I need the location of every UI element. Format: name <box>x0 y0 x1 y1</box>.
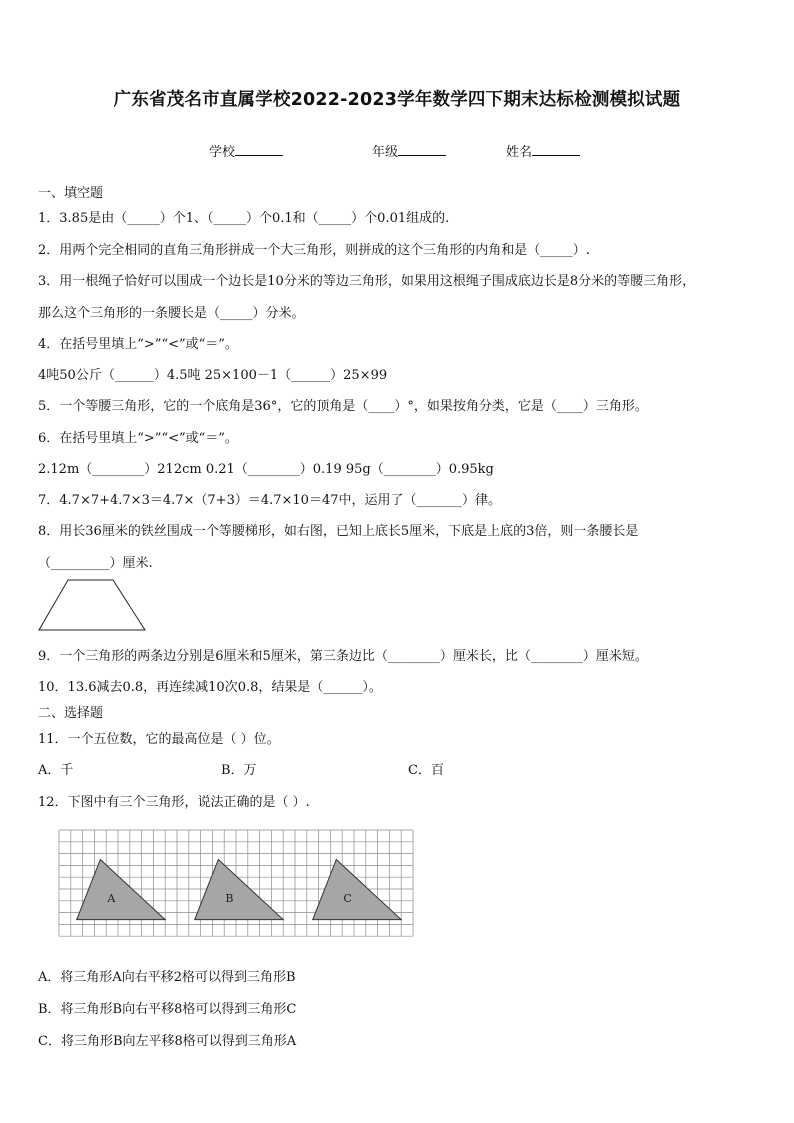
triangle-b <box>195 860 284 920</box>
question-4-line-2: 4吨50公斤（______）4.5吨 25×100－1（______）25×99 <box>38 368 388 383</box>
question-5: 5．一个等腰三角形，它的一个底角是36°，它的顶角是（____）°，如果按角分类，它是（____）三角形。 <box>38 399 648 414</box>
grade-field <box>372 141 446 160</box>
question-2: 2．用两个完全相同的直角三角形拼成一个大三角形，则拼成的这个三角形的内角和是（_____）. <box>38 243 590 258</box>
triangle-c <box>313 860 402 920</box>
page-title: 广东省茂名市直属学校2022-2023学年数学四下期末达标检测模拟试题 <box>113 90 681 110</box>
section-choice-heading: 二、选择题 <box>38 706 104 721</box>
trapezoid-shape <box>39 580 145 630</box>
question-12-option-a[interactable]: A．将三角形A向右平移2格可以得到三角形B <box>38 970 296 985</box>
question-7: 7．4.7×7+4.7×3＝4.7×（7+3）＝4.7×10＝47中，运用了（_______）律。 <box>38 493 501 508</box>
question-8-line-1: 8．用长36厘米的铁丝围成一个等腰梯形，如右图，已知上底长5厘米，下底是上底的3倍，则一条腰长是 <box>38 524 639 539</box>
question-12: 12．下图中有三个三角形，说法正确的是（ ）. <box>38 795 310 810</box>
question-11: 11．一个五位数，它的最高位是（ ）位。 <box>38 732 280 747</box>
question-10: 10．13.6减去0.8，再连续减10次0.8，结果是（______）。 <box>38 680 382 695</box>
question-6-line-1: 6．在括号里填上“>”“<”或“＝”。 <box>38 431 238 446</box>
school-blank[interactable] <box>235 143 283 156</box>
triangle-a <box>77 860 166 920</box>
triangle-label-a: A <box>107 891 116 905</box>
question-6-line-2: 2.12m（________）212cm 0.21（________）0.19 95g（________）0.95kg <box>38 462 494 477</box>
school-field <box>209 141 283 160</box>
question-11-option-b[interactable]: B．万 <box>221 763 257 778</box>
triangle-label-b: B <box>225 891 234 905</box>
name-blank[interactable] <box>532 143 580 156</box>
school-label: 学校 <box>209 145 236 160</box>
grade-blank[interactable] <box>398 143 446 156</box>
question-9: 9．一个三角形的两条边分别是6厘米和5厘米，第三条边比（________）厘米长，比（________）厘米短。 <box>38 649 648 664</box>
question-11-option-c[interactable]: C．百 <box>408 763 444 778</box>
question-1: 1．3.85是由（_____）个1、（_____）个0.1和（_____）个0.01组成的. <box>38 211 450 226</box>
question-8-line-2: （_________）厘米. <box>38 556 153 571</box>
question-12-option-c[interactable]: C．将三角形B向左平移8格可以得到三角形A <box>38 1034 297 1049</box>
question-3-line-1: 3．用一根绳子恰好可以围成一个边长是10分米的等边三角形，如果用这根绳子围成底边长是8分米的等腰三角形， <box>38 274 696 289</box>
question-12-option-b[interactable]: B．将三角形B向右平移8格可以得到三角形C <box>38 1002 297 1017</box>
triangle-grid-figure <box>58 829 418 939</box>
question-3-line-2: 那么这个三角形的一条腰长是（_____）分米。 <box>38 306 305 321</box>
name-label: 姓名 <box>506 145 533 160</box>
trapezoid-figure <box>37 576 149 634</box>
question-4-line-1: 4．在括号里填上“>”“<”或“＝”。 <box>38 337 238 352</box>
triangle-label-c: C <box>343 891 352 905</box>
question-11-option-a[interactable]: A．千 <box>38 763 74 778</box>
name-field <box>506 141 580 160</box>
section-fill-blank-heading: 一、填空题 <box>38 186 104 201</box>
grade-label: 年级 <box>372 145 399 160</box>
